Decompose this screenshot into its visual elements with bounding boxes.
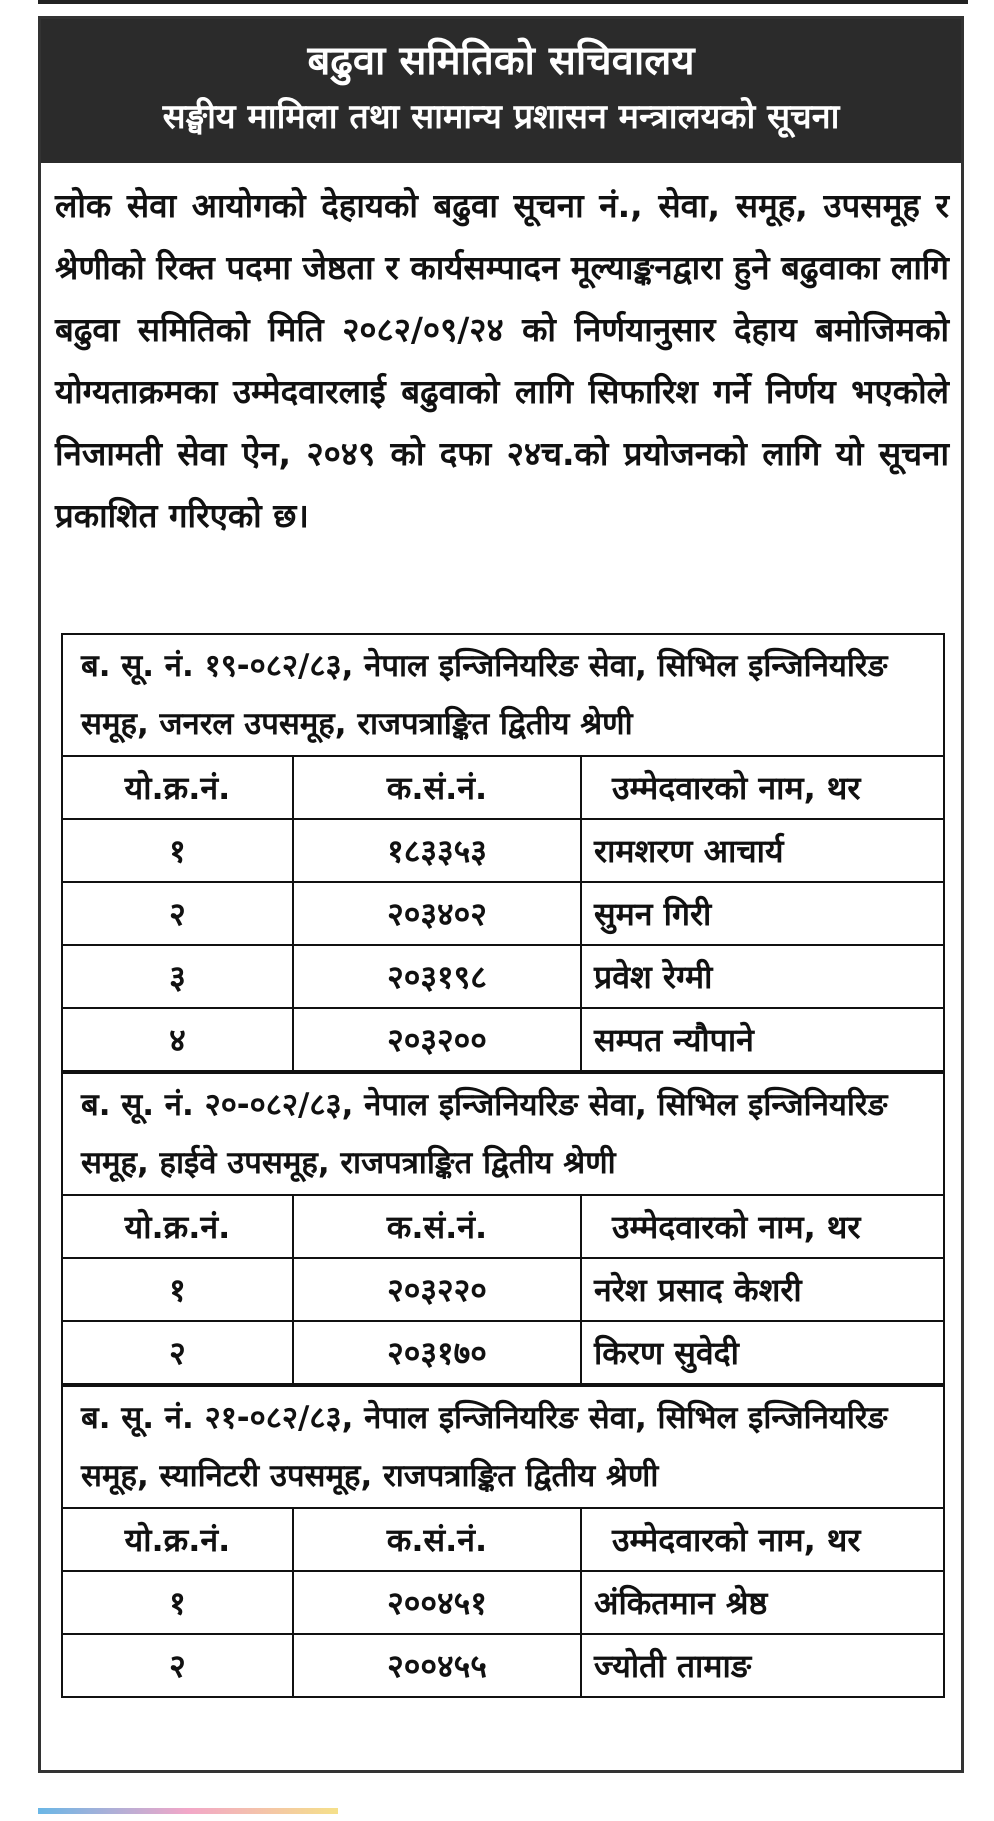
candidate-name: सम्पत न्यौपाने — [581, 1008, 944, 1071]
section-caption-row — [62, 1386, 944, 1508]
intro-paragraph: लोक सेवा आयोगको देहायको बढुवा सूचना नं., सेवा, समूह, उपसमूह र श्रेणीको रिक्त पदमा जेष्ठता र कार्यसम्पादन मूल्याङ्कनद्वारा हुने बढुवाका लागि बढुवा समितिको मिति २०८२/०९/२४ को निर्णयानुसार देहाय बमोजिमको योग्यताक्रमका उम्मेदवारलाई बढुवाको लागि सिफारिश गर्ने निर्णय भएकोले निजामती सेवा ऐन, २०४९ को दफा २४च.को प्रयोजनको लागि यो सूचना प्रकाशित गरिएको छ। — [55, 186, 949, 535]
results-tables — [61, 633, 943, 1698]
table-header-row — [62, 756, 944, 819]
table-row — [62, 945, 944, 1008]
notice-header — [41, 19, 961, 163]
serial-number: २ — [62, 1321, 293, 1384]
column-header: क.सं.नं. — [293, 756, 581, 819]
roll-number: २०३१९८ — [293, 945, 581, 1008]
section-table — [61, 1072, 945, 1385]
column-header: यो.क्र.नं. — [62, 1195, 293, 1258]
table-row — [62, 1634, 944, 1697]
notice-box — [38, 16, 964, 1773]
section-caption: ब. सू. नं. २०-०८२/८३, नेपाल इन्जिनियरिङ सेवा, सिभिल इन्जिनियरिङ समूह, हाईवे उपसमूह, राजपत्राङ्कित द्वितीय श्रेणी — [62, 1073, 944, 1195]
candidate-name: सुमन गिरी — [581, 882, 944, 945]
column-header: उम्मेदवारको नाम, थर — [581, 1508, 944, 1571]
column-header: यो.क्र.नं. — [62, 756, 293, 819]
column-header: क.सं.नं. — [293, 1195, 581, 1258]
table-header-row — [62, 1195, 944, 1258]
section-table — [61, 633, 945, 1072]
section-caption-row — [62, 634, 944, 756]
serial-number: २ — [62, 1634, 293, 1697]
candidate-name: रामशरण आचार्य — [581, 819, 944, 882]
serial-number: १ — [62, 819, 293, 882]
roll-number: २००४५५ — [293, 1634, 581, 1697]
roll-number: १८३३५३ — [293, 819, 581, 882]
serial-number: १ — [62, 1571, 293, 1634]
serial-number: २ — [62, 882, 293, 945]
column-header: क.सं.नं. — [293, 1508, 581, 1571]
serial-number: ३ — [62, 945, 293, 1008]
section-caption: ब. सू. नं. १९-०८२/८३, नेपाल इन्जिनियरिङ सेवा, सिभिल इन्जिनियरिङ समूह, जनरल उपसमूह, राजपत्राङ्कित द्वितीय श्रेणी — [62, 634, 944, 756]
roll-number: २०३४०२ — [293, 882, 581, 945]
candidate-name: नरेश प्रसाद केशरी — [581, 1258, 944, 1321]
candidate-name: प्रवेश रेग्मी — [581, 945, 944, 1008]
candidate-name: ज्योती तामाङ — [581, 1634, 944, 1697]
top-rule — [38, 0, 968, 4]
table-row — [62, 1008, 944, 1071]
bottom-color-bar — [38, 1808, 338, 1814]
notice-subtitle: सङ्घीय मामिला तथा सामान्य प्रशासन मन्त्रालयको सूचना — [162, 97, 840, 137]
candidate-name: अंकितमान श्रेष्ठ — [581, 1571, 944, 1634]
table-row — [62, 1258, 944, 1321]
table-row — [62, 1571, 944, 1634]
table-row — [62, 1321, 944, 1384]
notice-title: बढुवा समितिको सचिवालय — [307, 38, 695, 84]
column-header: यो.क्र.नं. — [62, 1508, 293, 1571]
column-header: उम्मेदवारको नाम, थर — [581, 756, 944, 819]
column-header: उम्मेदवारको नाम, थर — [581, 1195, 944, 1258]
roll-number: २००४५१ — [293, 1571, 581, 1634]
roll-number: २०३२०० — [293, 1008, 581, 1071]
roll-number: २०३२२० — [293, 1258, 581, 1321]
serial-number: ४ — [62, 1008, 293, 1071]
roll-number: २०३१७० — [293, 1321, 581, 1384]
table-header-row — [62, 1508, 944, 1571]
section-caption-row — [62, 1073, 944, 1195]
table-row — [62, 882, 944, 945]
section-table — [61, 1385, 945, 1698]
section-caption: ब. सू. नं. २१-०८२/८३, नेपाल इन्जिनियरिङ सेवा, सिभिल इन्जिनियरिङ समूह, स्यानिटरी उपसमूह, राजपत्राङ्कित द्वितीय श्रेणी — [62, 1386, 944, 1508]
candidate-name: किरण सुवेदी — [581, 1321, 944, 1384]
table-row — [62, 819, 944, 882]
serial-number: १ — [62, 1258, 293, 1321]
